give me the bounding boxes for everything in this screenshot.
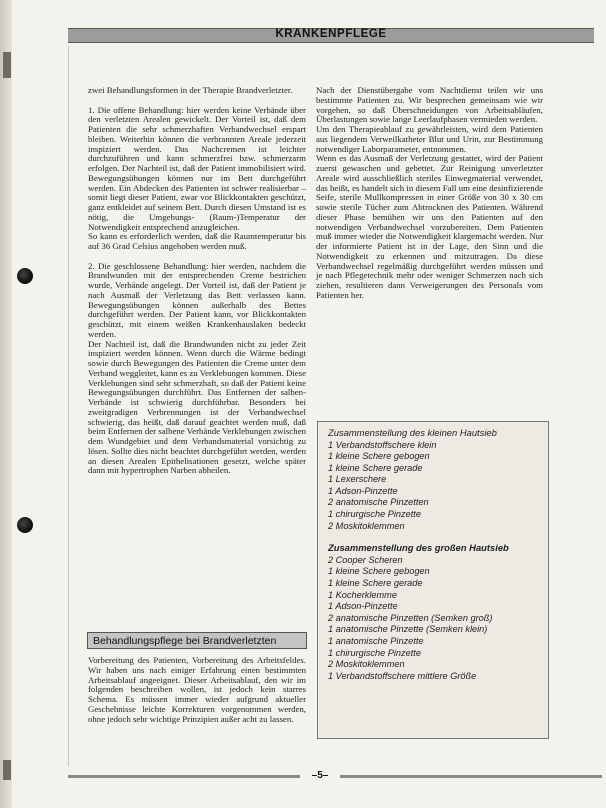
list-item: 1 Lexerschere	[328, 474, 387, 485]
paragraph: zwei Behandlungsformen in der Therapie Brandverletzter.	[88, 85, 293, 95]
list-item: 1 chirurgische Pinzette	[328, 509, 421, 520]
right-column	[316, 86, 543, 301]
list-item: 1 Kocherklemme	[328, 589, 397, 600]
list-item: 1 anatomische Pinzette (Semken klein)	[328, 624, 488, 635]
list-item: 1 Verbandstoffschere mittlere Größe	[328, 670, 477, 681]
punch-hole	[17, 268, 33, 284]
paragraph: 2. Die geschlossene Behandlung: hier werden, nachdem die Brandwunden mit der entsprechenden Creme bestrichen wurde, Verbände angelegt. Der Vorteil ist, daß der Patient je nach Ausmaß der Verletzung das Bett verlassen kann. Bewegungsübungen können außerhalb des Bettes durchgeführt werden. Der Patient kann, vor Blickkontakten geschützt, mit einem weißen Krankenhauslaken bedeckt werden.	[88, 260, 306, 339]
paragraph: 1. Die offene Behandlung: hier werden keine Verbände über den verletzten Arealen gewickelt. Der Vorteil ist, daß dem Patienten die sehr schmerzhaften Verbandwechsel erspart bleiben. Weiterhin können die verbrannten Areale jederzeit inspiziert werden. Das Nachcremen ist leichter durchzuführen und kann schmerzfrei bzw. schmerzarm erfolgen. Der Nachteil ist, daß der Patient immobilisiert wird. Bewegungsübungen können nur im Bett durchgeführt werden. Ein Abdecken des Patienten ist schwer realisierbar – somit liegt dieser Patient, zwar vor Blickkontakten geschützt, ganz entkleidet auf seinem Bett. Durch diesen Umstand ist es nötig, die Umgebungs- (Raum-)Temperatur der Notwendigkeit entsprechend anzugleichen.	[88, 104, 306, 232]
punch-hole	[17, 517, 33, 533]
list-item: 1 kleine Schere gerade	[328, 577, 423, 588]
list-item: 1 Verbandstoffschere klein	[328, 439, 437, 450]
large-sieve-title: Zusammenstellung des großen Hautsieb	[328, 542, 509, 554]
list-item: 2 Moskitoklemmen	[328, 659, 405, 670]
list-item: 1 Adson-Pinzette	[328, 485, 398, 496]
small-sieve-title: Zusammenstellung des kleinen Hautsieb	[328, 427, 497, 438]
left-column	[88, 86, 306, 476]
margin-line	[68, 46, 69, 766]
paragraph: Wenn es das Ausmaß der Verletzung gestattet, wird der Patient zuerst gewaschen und gebettet. Zur Reinigung unverletzter Areale wird ausschließlich steriles Einwegmaterial verwendet, das heißt, es handelt sich in diesem Fall um eine desinfizierende Seife, sterile Mullkompressen in einer Größe von 30 x 30 cm sowie sterile Tücher zum Abtrocknen des Patienten. Während dieser Phase bemühen wir uns den Patienten auf den notwendigen Verbandwechsel vorzubereiten. Dem Patienten muß immer wieder die Notwendigkeit klargemacht werden. Nur der informierte Patient ist in der Lage, den Sinn und die Notwendigkeit zu erkennen und mitzutragen. Da diese Verbandwechsel regelmäßig durchgeführt werden müssen und je nach Pflegetechnik mehr oder weniger Schmerzen nach sich ziehen, resultieren dann Verweigerungen des Personals vom Patienten her.	[316, 153, 543, 300]
list-item: 2 Cooper Scheren	[328, 554, 403, 565]
binding-strip	[0, 0, 12, 808]
list-item: 1 chirurgische Pinzette	[328, 647, 421, 658]
small-sieve-list	[328, 440, 542, 533]
binding-mark	[3, 52, 11, 78]
list-item: 1 kleine Schere gebogen	[328, 566, 430, 577]
list-item: 2 anatomische Pinzetten (Semken groß)	[328, 612, 493, 623]
header-bar	[68, 28, 594, 43]
list-item: 1 kleine Schere gerade	[328, 462, 423, 473]
list-item: 1 anatomische Pinzette	[328, 635, 424, 646]
page-number: –5–	[300, 769, 340, 783]
instrument-list-box	[317, 421, 549, 739]
list-item: 1 kleine Schere gebogen	[328, 451, 430, 462]
list-item: 1 Adson-Pinzette	[328, 601, 398, 612]
large-sieve-list	[328, 555, 542, 683]
paragraph: Nach der Dienstübergabe vom Nachtdienst teilen wir uns bestimmte Patienten zu. Wir besprechen gemeinsam wie wir vorgehen, so daß Überschneidungen von Arbeitsabläufen, Überlastungen sowie lange Leerlaufphasen vermieden werden.	[316, 85, 543, 125]
header-title: KRANKENPFLEGE	[275, 28, 387, 40]
list-item: 2 anatomische Pinzetten	[328, 497, 429, 508]
binding-mark	[3, 760, 11, 780]
section-text: Vorbereitung des Patienten, Vorbereitung des Arbeitsfeldes. Wir haben uns nach einiger Erfahrung einen bestimmten Arbeitsablauf angeeignet. Dieser Arbeitsablauf, den wir im folgenden beschreiben wollen, ist jedoch kein starres Schema. Es müssen immer wieder aufgrund aktueller Geschehnisse leichte Korrekturen vorgenommen werden, ohne jedoch sehr wichtige Prinzipien außer acht zu lassen.	[88, 655, 306, 724]
paragraph: So kann es erforderlich werden, daß die Raumtemperatur bis auf 36 Grad Celsius angehoben werden muß.	[88, 231, 306, 251]
section-heading: Behandlungspflege bei Brandverletzten	[87, 632, 307, 649]
paragraph: Um den Therapieablauf zu gewährleisten, wird dem Patienten aus liegendem Verweilkatheter Blut und Urin, zur Bestimmung notwendiger Laborparameter, entnommen.	[316, 124, 543, 154]
list-item: 2 Moskitoklemmen	[328, 520, 405, 531]
paragraph: Der Nachteil ist, daß die Brandwunden nicht zu jeder Zeit inspiziert werden können. Wenn durch die Wärme bedingt sowie durch Bewegungen des Patienten die Creme unter dem Verband weggleitet, kann es zu Verklebungen kommen. Diese Verklebungen sind sehr schmerzhaft, so daß der Patient keine Bewegungsübungen durchführt. Das Entfernen der salben- Verbände ist schwierig durchführbar. Besonders bei zweitgradigen Verbrennungen ist der Verbandwechsel schwierig, das heißt, daß darauf geachtet werden muß, daß beim Entfernen der salbene Verbände Verklebungen zwischen dem Wundgebiet und dem Verbandsmaterial vorsichtig zu lösen. Sollte dies nicht beachtet durchgeführt werden, werden an diesen Arealen Epithelisationen gesetzt, welche später dann mit hypertrophen Narben abheilen.	[88, 338, 306, 476]
